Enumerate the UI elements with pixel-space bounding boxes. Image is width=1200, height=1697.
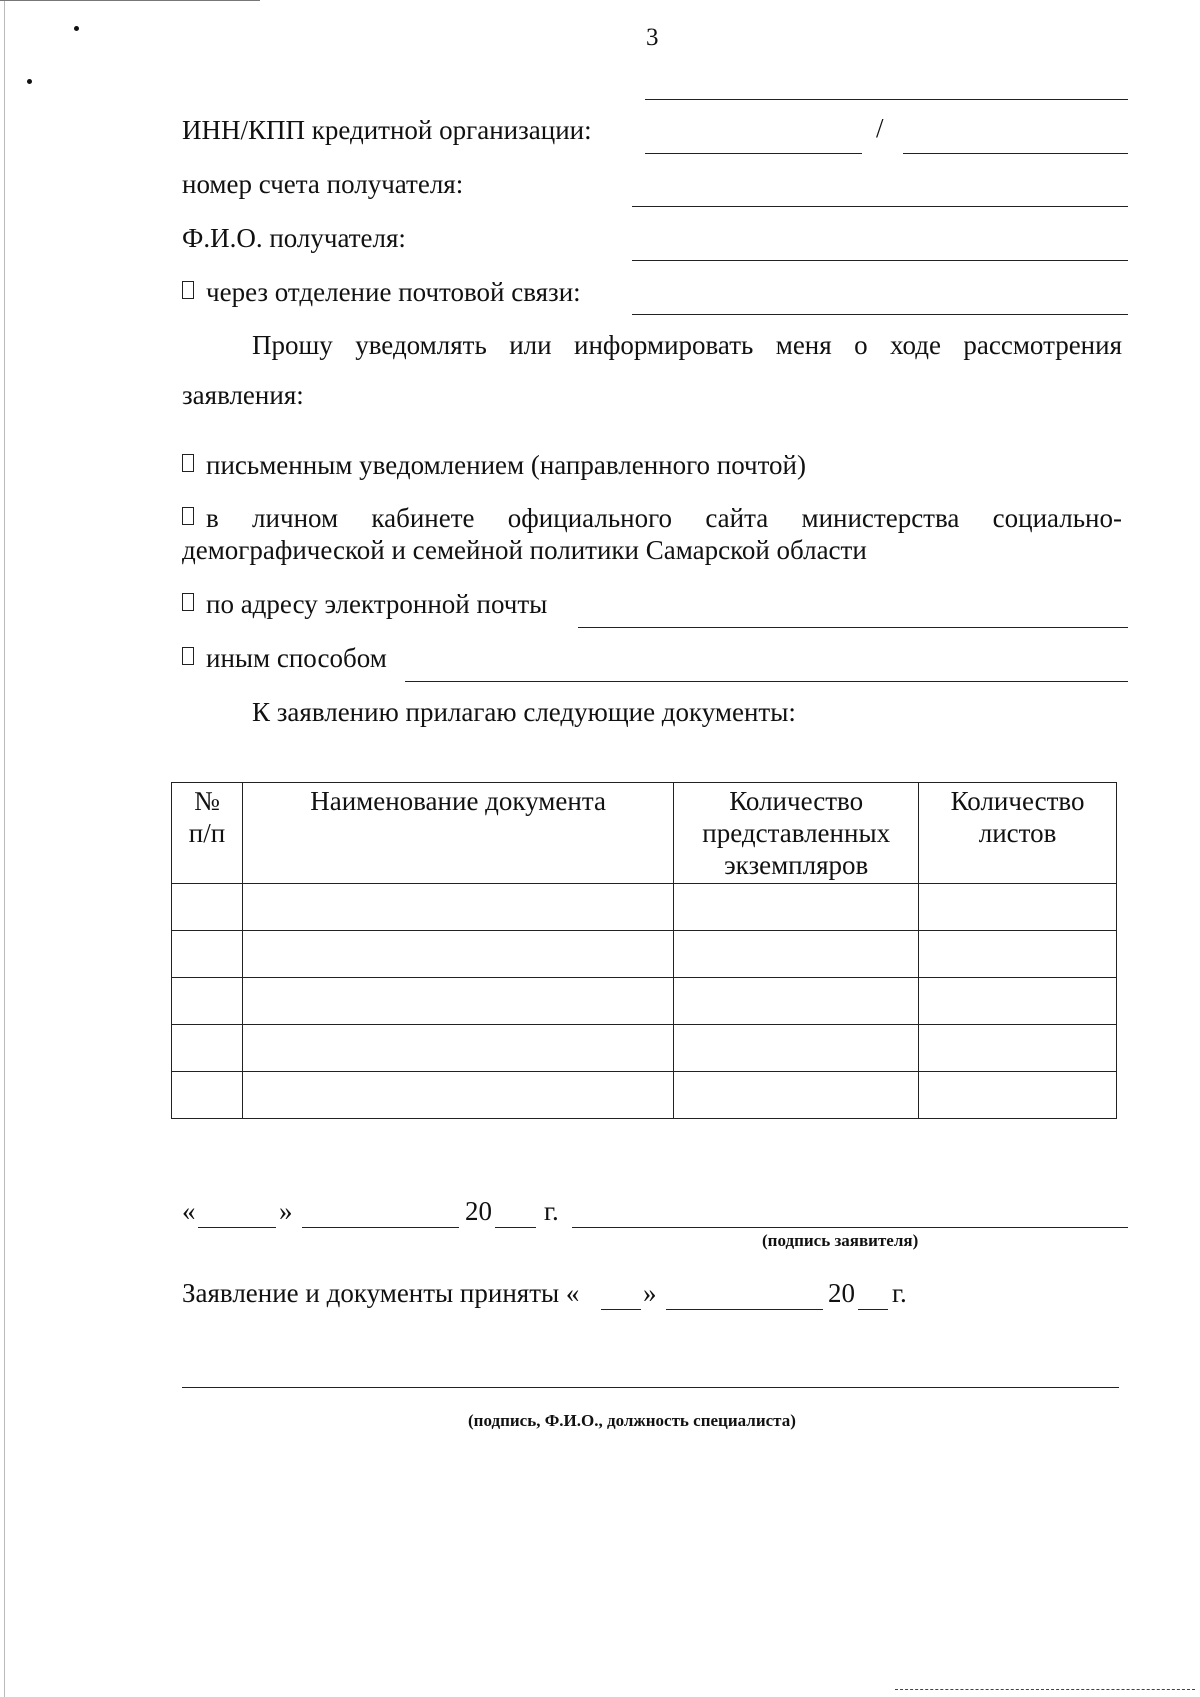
letter-checkbox[interactable]: [182, 454, 194, 472]
table-row: [172, 1072, 1117, 1119]
accepted-label: Заявление и документы приняты «: [182, 1278, 580, 1308]
header-sheets: Количество листов: [919, 783, 1117, 884]
cell-copies[interactable]: [674, 1072, 919, 1119]
letter-label: письменным уведомлением (направленного почтой): [206, 450, 806, 480]
table-header-row: [172, 783, 1117, 884]
cell-num[interactable]: [172, 884, 243, 931]
notify-request-line1: Прошу уведомлять или информировать меня о ходе рассмотрения: [252, 330, 1122, 360]
postal-label: через отделение почтовой связи:: [206, 277, 581, 307]
cabinet-label-line1: в личном кабинете официального сайта министерства социально-: [206, 503, 1122, 533]
cell-copies[interactable]: [674, 978, 919, 1025]
sign-year-prefix: 20: [465, 1196, 492, 1226]
accepted-close: »: [643, 1278, 657, 1308]
header-name: Наименование документа: [242, 783, 673, 884]
notify-option-other[interactable]: [182, 643, 387, 674]
inn-kpp-label: ИНН/КПП кредитной организации:: [182, 115, 592, 145]
accepted-year-suffix: г.: [892, 1278, 907, 1308]
email-checkbox[interactable]: [182, 593, 194, 611]
applicant-signature-caption: (подпись заявителя): [762, 1231, 919, 1250]
other-field[interactable]: [405, 681, 1128, 682]
notify-option-letter[interactable]: [182, 450, 806, 481]
page-number: 3: [646, 24, 659, 51]
scan-top-line: [0, 0, 260, 1]
account-label: номер счета получателя:: [182, 169, 464, 199]
scan-speck: [27, 79, 32, 84]
cell-name[interactable]: [242, 978, 673, 1025]
sign-date-close: »: [279, 1196, 293, 1226]
cell-num[interactable]: [172, 1072, 243, 1119]
cell-name[interactable]: [242, 931, 673, 978]
postal-checkbox[interactable]: [182, 281, 194, 299]
accepted-year-field[interactable]: [858, 1309, 888, 1310]
cell-sheets[interactable]: [919, 884, 1117, 931]
cell-num[interactable]: [172, 1025, 243, 1072]
cabinet-label-line2: демографической и семейной политики Самарской области: [182, 535, 867, 565]
cell-sheets[interactable]: [919, 1072, 1117, 1119]
accepted-day-field[interactable]: [601, 1309, 641, 1310]
cell-copies[interactable]: [674, 1025, 919, 1072]
notify-request-line2: заявления:: [182, 380, 304, 410]
cell-num[interactable]: [172, 931, 243, 978]
cell-copies[interactable]: [674, 884, 919, 931]
accepted-year-prefix: 20: [828, 1278, 855, 1308]
postal-option[interactable]: [182, 277, 581, 308]
field-line-top: [645, 99, 1128, 100]
header-num: № п/п: [172, 783, 243, 884]
inn-kpp-separator: /: [876, 113, 884, 143]
cell-name[interactable]: [242, 1072, 673, 1119]
other-label: иным способом: [206, 643, 387, 673]
sign-date-open: «: [182, 1196, 196, 1226]
specialist-signature-field[interactable]: [182, 1387, 1119, 1388]
scan-bottom-dash: [895, 1689, 1195, 1690]
notify-option-cabinet[interactable]: [182, 503, 1122, 534]
cell-copies[interactable]: [674, 931, 919, 978]
sign-month-field[interactable]: [302, 1227, 459, 1228]
table-row: [172, 978, 1117, 1025]
table-row: [172, 931, 1117, 978]
table-row: [172, 884, 1117, 931]
table-row: [172, 1025, 1117, 1072]
cell-sheets[interactable]: [919, 978, 1117, 1025]
cell-name[interactable]: [242, 1025, 673, 1072]
scan-edge-line: [4, 0, 5, 1697]
notify-option-email[interactable]: [182, 589, 547, 620]
email-label: по адресу электронной почты: [206, 589, 548, 619]
inn-field[interactable]: [645, 153, 862, 154]
cell-sheets[interactable]: [919, 1025, 1117, 1072]
cabinet-checkbox[interactable]: [182, 507, 194, 525]
sign-year-suffix: г.: [544, 1196, 559, 1226]
header-copies: Количество представленных экземпляров: [674, 783, 919, 884]
sign-year-field[interactable]: [495, 1227, 536, 1228]
attachments-intro: К заявлению прилагаю следующие документы:: [252, 697, 796, 727]
accepted-month-field[interactable]: [666, 1309, 823, 1310]
other-checkbox[interactable]: [182, 647, 194, 665]
postal-field[interactable]: [632, 314, 1128, 315]
recipient-fio-field[interactable]: [632, 260, 1128, 261]
documents-table: [171, 782, 1117, 1119]
cell-num[interactable]: [172, 978, 243, 1025]
specialist-signature-caption: (подпись, Ф.И.О., должность специалиста): [468, 1411, 796, 1430]
email-field[interactable]: [578, 627, 1128, 628]
kpp-field[interactable]: [903, 153, 1128, 154]
account-field[interactable]: [632, 206, 1128, 207]
scan-speck: [74, 26, 79, 31]
recipient-fio-label: Ф.И.О. получателя:: [182, 223, 406, 253]
cell-name[interactable]: [242, 884, 673, 931]
applicant-signature-field[interactable]: [572, 1227, 1128, 1228]
cell-sheets[interactable]: [919, 931, 1117, 978]
sign-day-field[interactable]: [198, 1227, 276, 1228]
